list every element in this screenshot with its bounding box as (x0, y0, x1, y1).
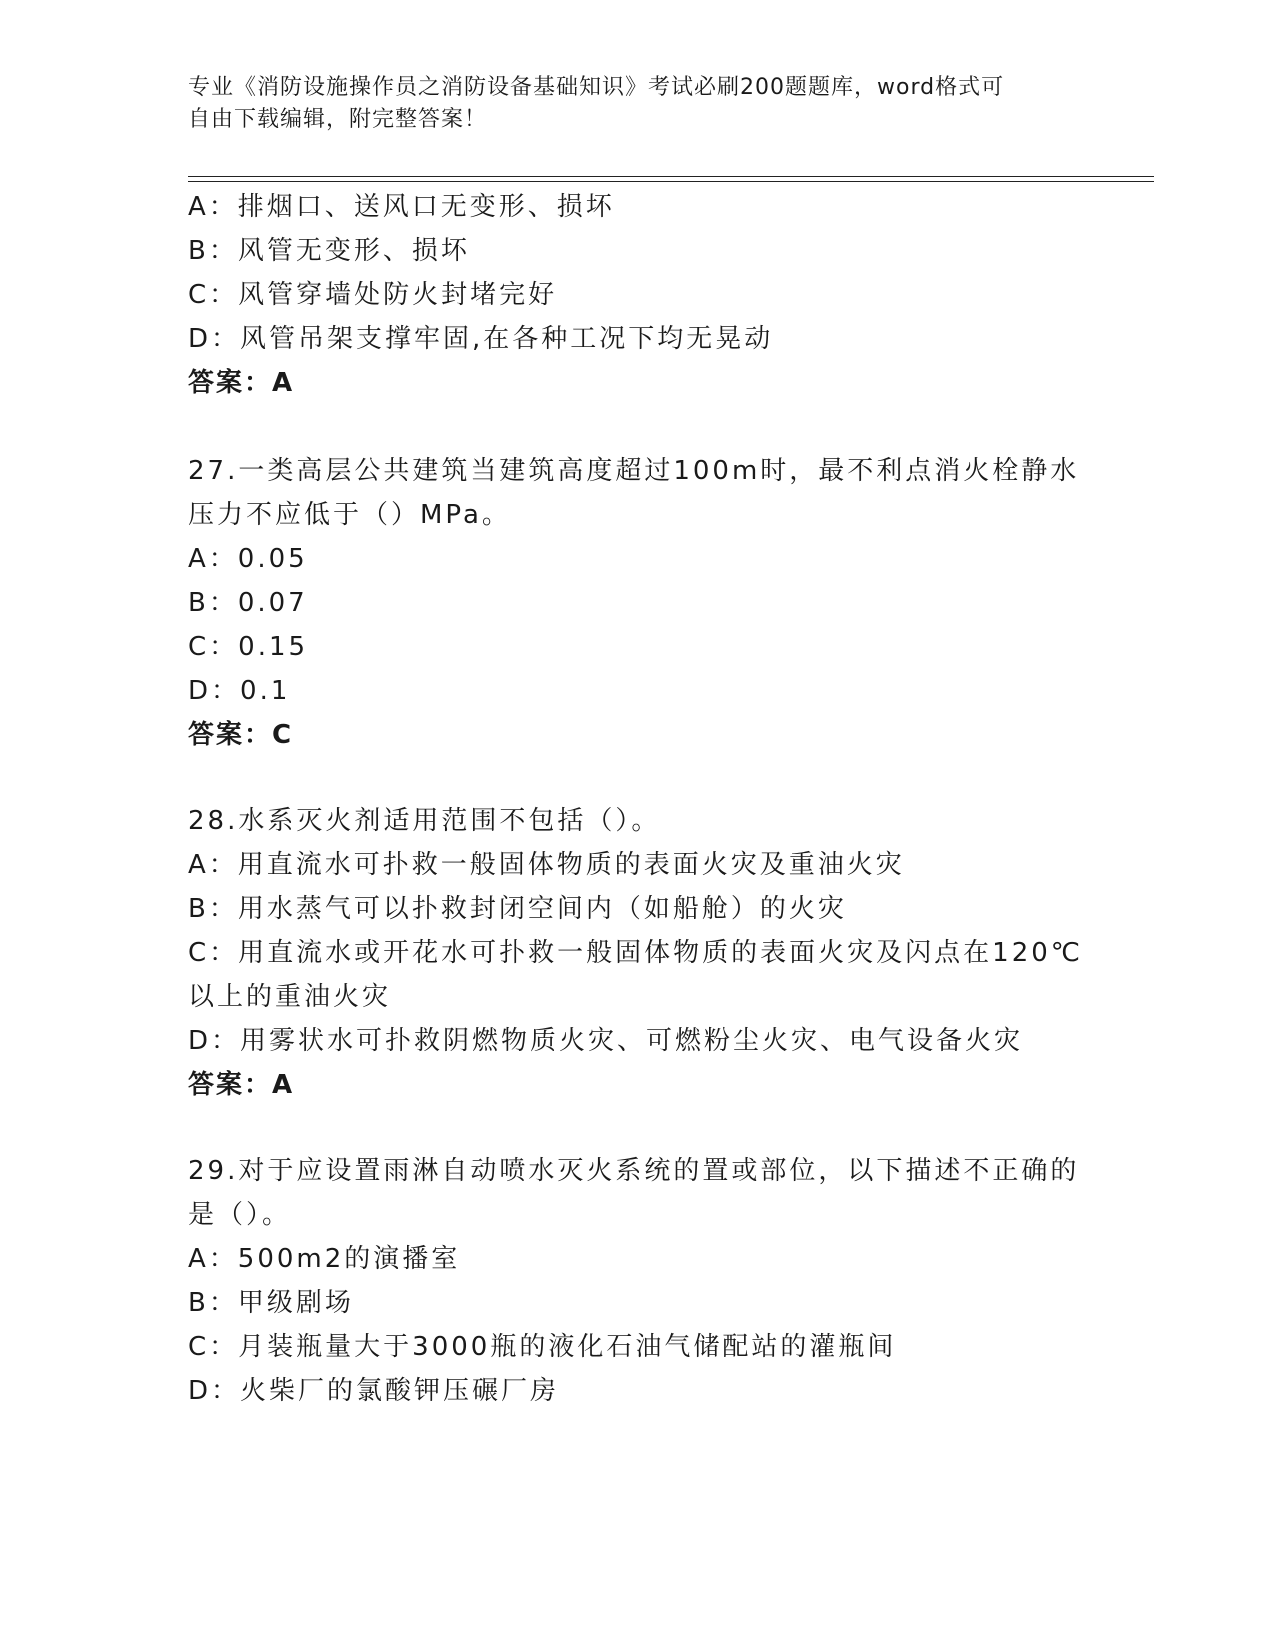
q28-option-c-line-1: C：用直流水或开花水可扑救一般固体物质的表面火灾及闪点在120℃ (188, 938, 1083, 968)
q28-option-a: A：用直流水可扑救一般固体物质的表面火灾及重油火灾 (188, 850, 905, 880)
q28-option-c-line-2: 以上的重油火灾 (188, 982, 392, 1012)
q26-option-d: D：风管吊架支撑牢固,在各种工况下均无晃动 (188, 324, 774, 354)
header-line-1: 专业《消防设施操作员之消防设备基础知识》考试必刷200题题库，word格式可 (188, 75, 1005, 100)
q29-stem-line-1: 29.对于应设置雨淋自动喷水灭火系统的置或部位，以下描述不正确的 (188, 1156, 1080, 1186)
q28-stem: 28.水系灭火剂适用范围不包括（）。 (188, 806, 661, 836)
document-header (188, 72, 1088, 136)
q26-option-b: B：风管无变形、损坏 (188, 236, 470, 266)
q26-answer: 答案：A (188, 368, 295, 398)
header-rule-top (188, 176, 1154, 177)
q28-option-d: D：用雾状水可扑救阴燃物质火灾、可燃粉尘火灾、电气设备火灾 (188, 1026, 1024, 1056)
q27-option-a: A：0.05 (188, 544, 308, 574)
q29-option-b: B：甲级剧场 (188, 1288, 354, 1318)
q26-option-a: A：排烟口、送风口无变形、损坏 (188, 192, 615, 222)
q29-option-a: A：500m2的演播室 (188, 1244, 461, 1274)
q28-option-b: B：用水蒸气可以扑救封闭空间内（如船舱）的火灾 (188, 894, 847, 924)
q27-option-d: D：0.1 (188, 676, 291, 706)
header-line-2: 自由下载编辑，附完整答案！ (188, 107, 488, 132)
q29-option-d: D：火柴厂的氯酸钾压碾厂房 (188, 1376, 560, 1406)
q29-stem-line-2: 是（）。 (188, 1200, 292, 1230)
q29-option-c: C：月装瓶量大于3000瓶的液化石油气储配站的灌瓶间 (188, 1332, 897, 1362)
q26-option-c: C：风管穿墙处防火封堵完好 (188, 280, 558, 310)
q28-answer: 答案：A (188, 1070, 295, 1100)
q27-option-b: B：0.07 (188, 588, 308, 618)
q27-stem-line-2: 压力不应低于（）MPa。 (188, 500, 511, 530)
q27-answer: 答案：C (188, 720, 294, 750)
q27-stem-line-1: 27.一类高层公共建筑当建筑高度超过100m时，最不利点消火栓静水 (188, 456, 1080, 486)
q27-option-c: C：0.15 (188, 632, 309, 662)
header-rule-bottom (188, 181, 1154, 182)
